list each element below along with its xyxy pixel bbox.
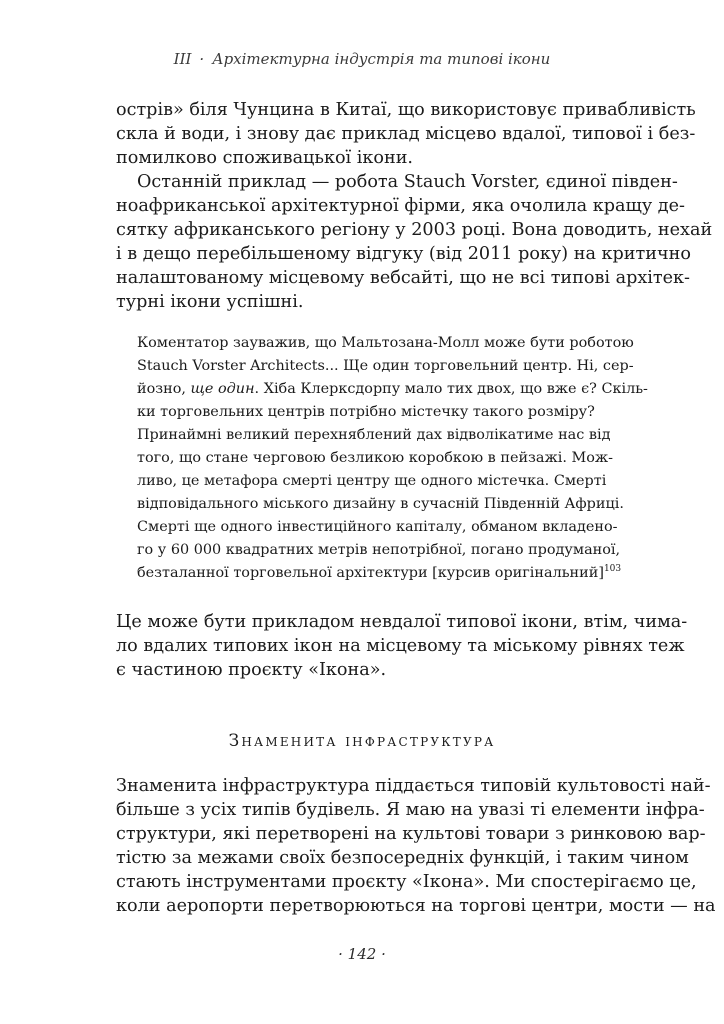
paragraph4-line: Знаменита інфраструктура піддається типовій культовості най- (116, 776, 711, 796)
running-head (0, 50, 724, 68)
quote-line (137, 562, 622, 584)
paragraph3-line: ло вдалих типових ікон на місцевому та міському рівнях теж (116, 636, 685, 656)
quote-emphasis: ще один (190, 381, 255, 397)
paragraph2-line: сятку африканського регіону у 2003 році. Вона доводить, нехай (116, 220, 713, 240)
paragraph4-line: тістю за межами своїх безпосередніх функцій, і таким чином (116, 848, 689, 868)
paragraph2-line: і в дещо перебільшеному відгуку (від 2011 року) на критично (116, 244, 691, 264)
quote-text: . Хіба Клерксдорпу мало тих двох, що вже є? Скіль- (254, 381, 648, 397)
paragraph3-line: є частиною проєкту «Ікона». (116, 660, 387, 680)
paragraph4-line: стають інструментами проєкту «Ікона». Ми спостерігаємо це, (116, 872, 697, 892)
paragraph2-line: Останній приклад — робота Stauch Vorster, єдиної півден- (137, 172, 678, 192)
quote-line: ки торговельних центрів потрібно містечку такого розміру? (137, 404, 595, 420)
footnote-reference[interactable]: 103 (603, 564, 622, 575)
quote-line: відповідального міського дизайну в сучасній Південній Африці. (137, 496, 624, 512)
page-number: · 142 · (338, 945, 386, 963)
quote-line: Принаймні великий перехняблений дах відволікатиме нас від (137, 427, 611, 443)
quote-text: йозно, (137, 381, 186, 397)
quote-text: безталанної торговельної архітектури [курсив оригінальний] (137, 565, 604, 581)
paragraph2-line: налаштованому місцевому вебсайті, що не всі типові архітек- (116, 268, 690, 288)
quote-line: го у 60 000 квадратних метрів непотрібної, погано продуманої, (137, 542, 621, 558)
running-head-separator: · (199, 50, 205, 68)
paragraph4-line: структури, які перетворені на культові товари з ринковою вар- (116, 824, 706, 844)
quote-line: Коментатор зауважив, що Мальтозана-Молл може бути роботою (137, 335, 634, 351)
paragraph2-line: турні ікони успішні. (116, 292, 304, 312)
paragraph2-line: ноафриканської архітектурної фірми, яка очолила кращу де- (116, 196, 685, 216)
quote-line (137, 378, 648, 400)
paragraph3-line: Це може бути прикладом невдалої типової ікони, втім, чима- (116, 612, 688, 632)
chapter-title: Архітектурна індустрія та типові ікони (212, 50, 551, 68)
paragraph4-line: більше з усіх типів будівель. Я маю на увазі ті елементи інфра- (116, 800, 705, 820)
quote-line: Смерті ще одного інвестиційного капіталу, обманом вкладено- (137, 519, 618, 535)
paragraph1-line: скла й води, і знову дає приклад місцево вдалої, типової і без- (116, 124, 696, 144)
section-heading: Знаменита інфраструктура (228, 731, 496, 751)
paragraph4-line: коли аеропорти перетворюються на торгові центри, мости — на (116, 896, 716, 916)
paragraph1-line: острів» біля Чунцина в Китаї, що використовує привабливість (116, 100, 696, 120)
chapter-number: III (173, 50, 192, 68)
quote-line: ливо, це метафора смерті центру ще одного містечка. Смерті (137, 473, 607, 489)
paragraph1-line: помилково споживацької ікони. (116, 148, 414, 168)
quote-line: Stauch Vorster Architects... Ще один торговельний центр. Ні, сер- (137, 358, 634, 374)
quote-line: того, що стане черговою безликою коробкою в пейзажі. Мож- (137, 450, 613, 466)
